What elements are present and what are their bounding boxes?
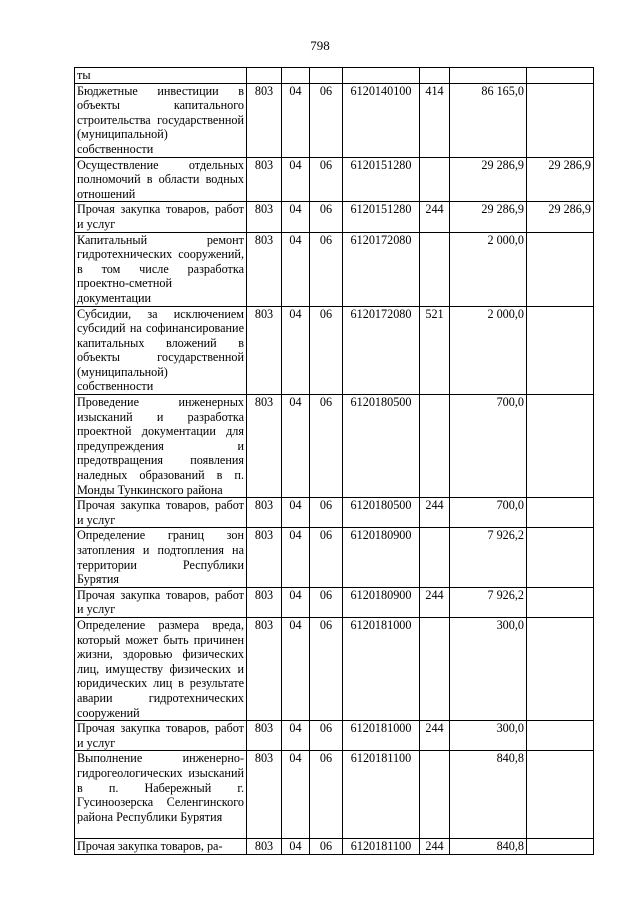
cell-sum: 300,0 bbox=[450, 721, 527, 751]
cell-rz bbox=[282, 68, 310, 84]
cell-sum: 300,0 bbox=[450, 617, 527, 720]
cell-csr bbox=[343, 68, 420, 84]
cell-rz: 04 bbox=[282, 751, 310, 839]
table-row bbox=[75, 587, 594, 617]
cell-sub bbox=[527, 587, 594, 617]
cell-pr: 06 bbox=[310, 157, 343, 202]
cell-csr: 6120140100 bbox=[343, 83, 420, 157]
table-row bbox=[75, 617, 594, 720]
table-row bbox=[75, 306, 594, 395]
cell-sub: 29 286,9 bbox=[527, 157, 594, 202]
cell-pr: 06 bbox=[310, 587, 343, 617]
cell-vr: 521 bbox=[420, 306, 450, 395]
cell-vr: 244 bbox=[420, 202, 450, 232]
table-row bbox=[75, 157, 594, 202]
cell-csr: 6120151280 bbox=[343, 202, 420, 232]
cell-csr: 6120181000 bbox=[343, 721, 420, 751]
cell-csr: 6120151280 bbox=[343, 157, 420, 202]
table-row bbox=[75, 232, 594, 306]
cell-gr: 803 bbox=[247, 395, 282, 498]
cell-pr: 06 bbox=[310, 306, 343, 395]
cell-sub bbox=[527, 721, 594, 751]
cell-sub bbox=[527, 395, 594, 498]
cell-name: Прочая закупка товаров, работ и услуг bbox=[75, 587, 247, 617]
cell-csr: 6120172080 bbox=[343, 306, 420, 395]
cell-rz: 04 bbox=[282, 498, 310, 528]
cell-gr: 803 bbox=[247, 157, 282, 202]
cell-vr bbox=[420, 528, 450, 587]
cell-gr: 803 bbox=[247, 721, 282, 751]
cell-pr: 06 bbox=[310, 83, 343, 157]
cell-vr bbox=[420, 157, 450, 202]
table-row bbox=[75, 498, 594, 528]
cell-sub bbox=[527, 232, 594, 306]
cell-vr: 244 bbox=[420, 587, 450, 617]
cell-name: Субсидии, за исключением субсидий на софинансирование капитальных вложений в объекты государственной (муниципальной) собственности bbox=[75, 306, 247, 395]
cell-csr: 6120180900 bbox=[343, 587, 420, 617]
cell-sum: 29 286,9 bbox=[450, 157, 527, 202]
cell-name: Прочая закупка товаров, работ и услуг bbox=[75, 498, 247, 528]
page-number: 798 bbox=[310, 38, 330, 53]
cell-vr bbox=[420, 68, 450, 84]
cell-pr: 06 bbox=[310, 721, 343, 751]
cell-sub: 29 286,9 bbox=[527, 202, 594, 232]
cell-gr: 803 bbox=[247, 83, 282, 157]
cell-name: Прочая закупка товаров, работ и услуг bbox=[75, 202, 247, 232]
table-row bbox=[75, 395, 594, 498]
cell-sum: 700,0 bbox=[450, 498, 527, 528]
cell-gr: 803 bbox=[247, 751, 282, 839]
cell-sum: 2 000,0 bbox=[450, 232, 527, 306]
cell-csr: 6120181100 bbox=[343, 839, 420, 855]
cell-gr bbox=[247, 68, 282, 84]
cell-csr: 6120180500 bbox=[343, 395, 420, 498]
cell-rz: 04 bbox=[282, 395, 310, 498]
cell-sum bbox=[450, 68, 527, 84]
cell-sum: 840,8 bbox=[450, 751, 527, 839]
cell-rz: 04 bbox=[282, 306, 310, 395]
cell-pr: 06 bbox=[310, 232, 343, 306]
cell-gr: 803 bbox=[247, 587, 282, 617]
cell-sub bbox=[527, 528, 594, 587]
cell-vr: 244 bbox=[420, 839, 450, 855]
cell-sum: 29 286,9 bbox=[450, 202, 527, 232]
table-row bbox=[75, 83, 594, 157]
cell-vr: 244 bbox=[420, 498, 450, 528]
cell-rz: 04 bbox=[282, 202, 310, 232]
cell-vr: 414 bbox=[420, 83, 450, 157]
cell-rz: 04 bbox=[282, 587, 310, 617]
cell-csr: 6120180500 bbox=[343, 498, 420, 528]
cell-sub bbox=[527, 306, 594, 395]
cell-sum: 7 926,2 bbox=[450, 528, 527, 587]
cell-vr: 244 bbox=[420, 721, 450, 751]
cell-vr bbox=[420, 395, 450, 498]
cell-gr: 803 bbox=[247, 839, 282, 855]
cell-rz: 04 bbox=[282, 839, 310, 855]
cell-pr: 06 bbox=[310, 498, 343, 528]
cell-gr: 803 bbox=[247, 528, 282, 587]
cell-pr: 06 bbox=[310, 528, 343, 587]
table-row bbox=[75, 68, 594, 84]
cell-csr: 6120172080 bbox=[343, 232, 420, 306]
table-row bbox=[75, 839, 594, 855]
cell-sub bbox=[527, 68, 594, 84]
cell-rz: 04 bbox=[282, 617, 310, 720]
cell-pr: 06 bbox=[310, 395, 343, 498]
cell-name: Прочая закупка товаров, ра- bbox=[75, 839, 247, 855]
cell-sum: 2 000,0 bbox=[450, 306, 527, 395]
cell-name: Осуществление отдельных полномочий в области водных отношений bbox=[75, 157, 247, 202]
table-body bbox=[75, 68, 594, 855]
cell-pr: 06 bbox=[310, 839, 343, 855]
cell-sub bbox=[527, 498, 594, 528]
cell-pr: 06 bbox=[310, 617, 343, 720]
table-row bbox=[75, 721, 594, 751]
cell-pr: 06 bbox=[310, 202, 343, 232]
cell-name: Выполнение инженерно- гидрогеологических изысканий в п. Набережный г. Гусиноозерска Селенгинского района Республики Бурятия bbox=[75, 751, 247, 839]
cell-name: Бюджетные инвестиции в объекты капитального строительства государственной (муниципальной) собственности bbox=[75, 83, 247, 157]
cell-name: Определение границ зон затопления и подтопления на территории Республики Бурятия bbox=[75, 528, 247, 587]
cell-vr bbox=[420, 617, 450, 720]
cell-name: Проведение инженерных изысканий и разработка проектной документации для предупреждения и предотвращения появления наледных образований в п. Монды Тункинского района bbox=[75, 395, 247, 498]
cell-vr bbox=[420, 751, 450, 839]
cell-rz: 04 bbox=[282, 528, 310, 587]
cell-pr bbox=[310, 68, 343, 84]
cell-csr: 6120181000 bbox=[343, 617, 420, 720]
cell-sum: 7 926,2 bbox=[450, 587, 527, 617]
cell-sum: 840,8 bbox=[450, 839, 527, 855]
cell-sum: 700,0 bbox=[450, 395, 527, 498]
cell-name: Определение размера вреда, который может быть причинен жизни, здоровью физических лиц, имуществу физических и юридических лиц в результате аварии гидротехнических сооружений bbox=[75, 617, 247, 720]
cell-csr: 6120181100 bbox=[343, 751, 420, 839]
cell-rz: 04 bbox=[282, 721, 310, 751]
cell-rz: 04 bbox=[282, 157, 310, 202]
budget-table bbox=[74, 67, 594, 855]
table-row bbox=[75, 202, 594, 232]
cell-gr: 803 bbox=[247, 617, 282, 720]
cell-rz: 04 bbox=[282, 232, 310, 306]
cell-sub bbox=[527, 617, 594, 720]
table-row bbox=[75, 751, 594, 839]
cell-sub bbox=[527, 83, 594, 157]
cell-vr bbox=[420, 232, 450, 306]
cell-sub bbox=[527, 751, 594, 839]
cell-sum: 86 165,0 bbox=[450, 83, 527, 157]
cell-name: ты bbox=[75, 68, 247, 84]
cell-pr: 06 bbox=[310, 751, 343, 839]
cell-gr: 803 bbox=[247, 498, 282, 528]
cell-rz: 04 bbox=[282, 83, 310, 157]
cell-gr: 803 bbox=[247, 202, 282, 232]
cell-gr: 803 bbox=[247, 306, 282, 395]
cell-gr: 803 bbox=[247, 232, 282, 306]
table-row bbox=[75, 528, 594, 587]
cell-name: Прочая закупка товаров, работ и услуг bbox=[75, 721, 247, 751]
cell-name: Капитальный ремонт гидротехнических сооружений, в том числе разработка проектно-сметной документации bbox=[75, 232, 247, 306]
cell-csr: 6120180900 bbox=[343, 528, 420, 587]
cell-sub bbox=[527, 839, 594, 855]
